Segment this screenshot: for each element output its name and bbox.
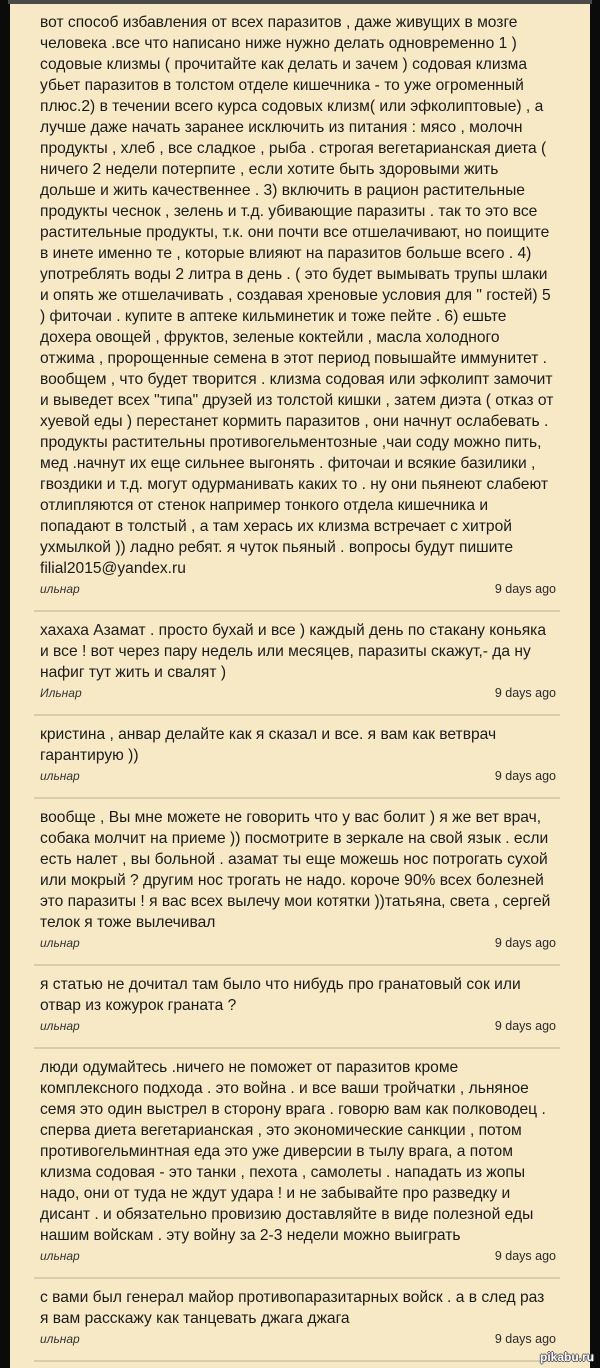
comment xyxy=(40,974,556,1043)
comment-author[interactable]: ильнар xyxy=(40,582,80,596)
comment-divider xyxy=(34,1277,560,1279)
comment-timestamp: 9 days ago xyxy=(494,582,556,596)
comment-meta xyxy=(40,582,556,600)
comment-timestamp: 9 days ago xyxy=(494,769,556,783)
comment-timestamp: 9 days ago xyxy=(494,936,556,950)
comment-author[interactable]: ильнар xyxy=(40,1332,80,1346)
comment xyxy=(40,620,556,710)
comment-divider xyxy=(34,714,560,716)
comment-divider xyxy=(34,964,560,966)
comment-divider xyxy=(34,610,560,612)
comment-author[interactable]: ильнар xyxy=(40,1019,80,1033)
comment-divider xyxy=(34,797,560,799)
comments-panel xyxy=(10,4,590,1368)
comment-meta xyxy=(40,1019,556,1037)
comment-divider xyxy=(34,1360,560,1362)
comment-meta xyxy=(40,686,556,704)
comment-body: я статью не дочитал там было что нибудь про гранатовый сок или отвар из кожурок граната ? xyxy=(40,976,521,1014)
comment xyxy=(40,807,556,960)
comment-body: вот способ избавления от всех паразитов , даже живущих в мозге человека .все что написано ниже нужно делать одновременно 1 ) содовые клизмы ( прочитайте как делать и зачем ) содовая клизма убьет паразитов в толстом отделе кишечника - то уже огроменный плюс.2) в течении всего курса содовых клизм( или эфколиптовые) , а лучше даже начать заранее исключить из питания : мясо , молочн продукты , хлеб , все сладкое , рыба . строгая вегетарианская диета ( ничего 2 недели потерпите , если хотите быть здоровыми жить дольше и жить качественнее . 3) включить в рацион растительные продукты чеснок , зелень и т.д. убивающие паразиты . так то это все растительные продукты, т.к. они почти все отшелачивают, но поищите в инете именно те , которые влияют на паразитов больше всего . 4) употреблять воды 2 литра в день . ( это будет вымывать трупы шлаки и опять же отшелачивать , создавая хреновые условия для " гостей) 5 ) фиточаи . купите в аптеке кильминетик и тоже пейте . 6) ешьте дохера овощей , фруктов, зеленые коктейли , масла холодного отжима , пророщенные семена в этот период повышайте иммунитет . вообщем , что будет творится . клизма содовая или эфколипт замочит и выведет всех "типа" друзей из толстой кишки , затем диэта ( отказ от хуевой еды ) перестанет кормить паразитов , они начнут ослабевать . продукты растительны противогельментозные ,чаи соду можно пить, мед .начнут их еще сильнее выгонять . фиточаи и всякие базилики , гвоздики и т.д. могут одурманивать каких то . ну они пьянеют слабеют отлипляются от стенок например тонкого отдела кишечника и попадают в толстый , а там херась их клизма встречает с хитрой ухмылкой )) ладно ребят. я чуток пьяный . вопросы будут пишите filial2015@yandex.ru xyxy=(40,14,554,577)
comment xyxy=(40,724,556,793)
comment-timestamp: 9 days ago xyxy=(494,1019,556,1033)
comment-meta xyxy=(40,1249,556,1267)
comment-body: вообще , Вы мне можете не говорить что у вас болит ) я же вет врач, собака молчит на приеме )) посмотрите в зеркале на свой язык . если есть налет , вы больной . азамат ты еще можешь нос потрогать сухой или мокрый ? другим нос трогать не надо. короче 90% всех болезней это паразиты ! я вас всех вылечу мои котятки ))татьяна, света , сергей телок я тоже вылечивал xyxy=(40,809,551,931)
comment-body: хахаха Азамат . просто бухай и все ) каждый день по стакану коньяка и все ! вот через пару недель или месяцев, паразиты скажут,- да ну нафиг тут жить и свалят ) xyxy=(40,622,546,681)
comment-author[interactable]: ильнар xyxy=(40,769,80,783)
comment-body: кристина , анвар делайте как я сказал и все. я вам как ветврач гарантирую )) xyxy=(40,726,497,764)
watermark: pikabu.ru xyxy=(539,1350,594,1364)
comment-body: люди одумайтесь .ничего не поможет от паразитов кроме комплексного подхода . это война . и все ваши тройчатки , льняное семя это один выстрел в сторону врага . говорю вам как полководец . сперва диета вегетарианская , это экономические санкции , потом противогельминтная еда это уже диверсии в тылу врага, а потом клизма содовая - это танки , пехота , самолеты . нападать из жопы надо, они от туда не ждут удара ! и не забывайте про разведку и дисант . и обязательно провизию доставляйте в виде полезной еды нашим войскам . эту войну за 2-3 недели можно выиграть xyxy=(40,1059,546,1244)
comment-meta xyxy=(40,1332,556,1350)
comment-meta xyxy=(40,769,556,787)
comment-timestamp: 9 days ago xyxy=(494,1332,556,1346)
comment-divider xyxy=(34,1047,560,1049)
comment-body: с вами был генерал майор противопаразитарных войск . а в след раз я вам расскажу как танцевать джага джага xyxy=(40,1289,545,1327)
comment-author[interactable]: ильнар xyxy=(40,1249,80,1263)
comment-author[interactable]: ильнар xyxy=(40,936,80,950)
comment xyxy=(40,1287,556,1356)
comment-timestamp: 9 days ago xyxy=(494,1249,556,1263)
comment-author[interactable]: Ильнар xyxy=(40,686,82,700)
comment xyxy=(40,12,556,606)
comment-timestamp: 9 days ago xyxy=(494,686,556,700)
comment-meta xyxy=(40,936,556,954)
comment xyxy=(40,1057,556,1273)
